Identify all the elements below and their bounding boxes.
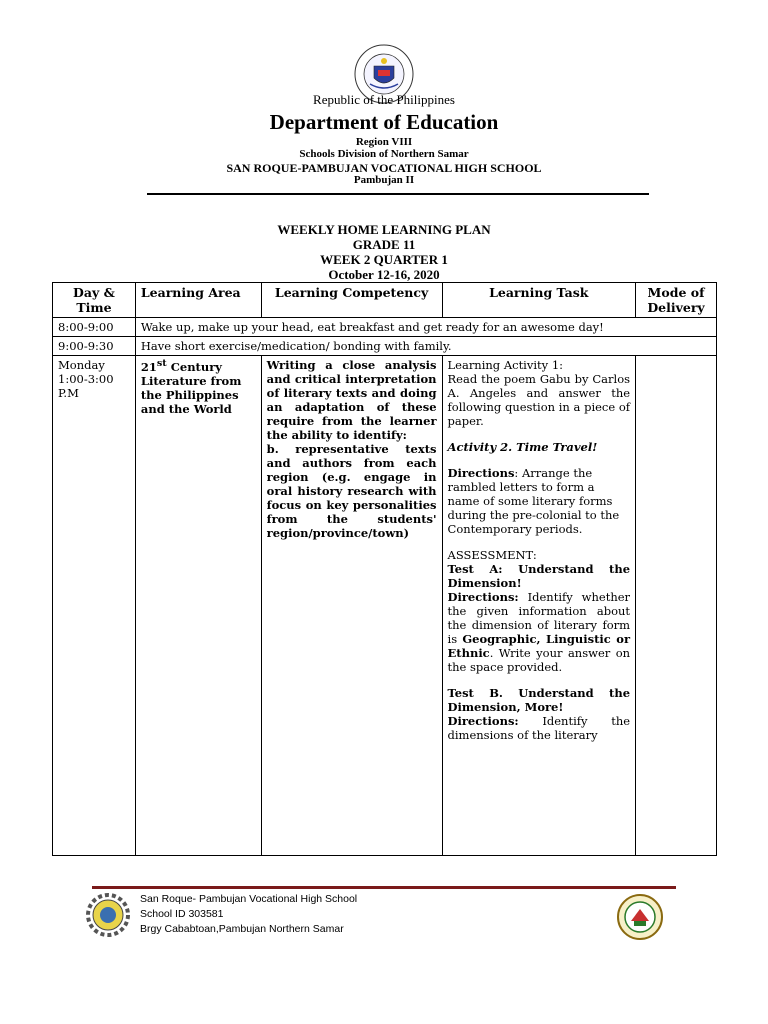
competency-text: Writing a close analysis and critical interpretation of literary texts and doing an adaptation of these require from the learner the ability to identify: xyxy=(266,358,437,442)
learning-plan-table xyxy=(52,282,717,856)
testA-bold-options: Geographic, Linguistic or Ethnic xyxy=(447,632,631,660)
table-row-monday xyxy=(53,356,717,856)
division-text: Schools Division of Northern Samar xyxy=(299,148,469,160)
municipal-seal-logo xyxy=(616,893,664,941)
assessment-label: ASSESSMENT: xyxy=(447,548,537,562)
directions-label: Directions xyxy=(447,466,515,480)
activity1-text: Read the poem Gabu by Carlos A. Angeles and answer the following question in a piece of paper. xyxy=(447,372,631,428)
plan-grade: GRADE 11 xyxy=(352,237,416,252)
table-header-row xyxy=(53,283,717,318)
competency-cell xyxy=(261,356,442,856)
table-row xyxy=(53,337,717,356)
mode-of-delivery-cell xyxy=(636,356,717,856)
plan-dates: October 12-16, 2020 xyxy=(328,267,440,282)
area-superscript: st xyxy=(156,358,167,369)
learning-task-cell xyxy=(442,356,636,856)
republic-text: Republic of the Philippines xyxy=(313,92,455,107)
testB-directions-label: Directions: xyxy=(447,714,519,728)
row-time: 8:00-9:00 xyxy=(53,318,136,337)
footer-school-name: San Roque- Pambujan Vocational High School xyxy=(140,893,358,905)
table-row xyxy=(53,318,717,337)
footer-address xyxy=(140,892,357,937)
header-mode-of-delivery: Mode of Delivery xyxy=(636,283,717,318)
testA-title: Test A: Understand the Dimension! xyxy=(447,562,631,590)
region-text: Region VIII xyxy=(355,136,413,148)
area-number: 21 xyxy=(140,359,157,374)
testA-end-text: . Write your answer on the space provided. xyxy=(447,646,631,674)
row-activity: Wake up, make up your head, eat breakfast and get ready for an awesome day! xyxy=(135,318,716,337)
school-gear-logo xyxy=(86,893,130,937)
department-title: Department of Education xyxy=(269,110,499,134)
learning-area-cell xyxy=(135,356,261,856)
header-divider xyxy=(147,193,649,195)
activity2-title: Activity 2. Time Travel! xyxy=(447,440,598,454)
footer-location: Brgy Cababtoan,Pambujan Northern Samar xyxy=(140,923,344,935)
plan-title: WEEKLY HOME LEARNING PLAN xyxy=(277,222,491,237)
school-name: SAN ROQUE-PAMBUJAN VOCATIONAL HIGH SCHOOL xyxy=(226,161,542,175)
competency-b-text: b. representative texts and authors from each region (e.g. engage in oral history research with focus on key personalities from the students' region/province/town) xyxy=(266,442,437,540)
directions-text: : Arrange the rambled letters to form a name of some literary forms during the pre-colonial to the Contemporary periods. xyxy=(447,466,620,536)
row-time: 9:00-9:30 xyxy=(53,337,136,356)
testB-directions-text: Identify the dimensions of the literary xyxy=(447,714,631,742)
area-name: Century Literature from the Philippines and the World xyxy=(140,359,242,416)
testA-directions-text: Identify whether the given information about the dimension of literary form is xyxy=(447,590,631,646)
header-learning-competency: Learning Competency xyxy=(261,283,442,318)
footer-school-id: School ID 303581 xyxy=(140,908,224,920)
header-learning-task: Learning Task xyxy=(442,283,636,318)
day-label: Monday xyxy=(58,358,105,372)
row-activity: Have short exercise/medication/ bonding with family. xyxy=(135,337,716,356)
testB-title: Test B. Understand the Dimension, More! xyxy=(447,686,631,714)
header-day-time: Day & Time xyxy=(53,283,136,318)
district-text: Pambujan II xyxy=(353,174,415,186)
header-learning-area: Learning Area xyxy=(135,283,261,318)
plan-week: WEEK 2 QUARTER 1 xyxy=(320,252,448,267)
footer-divider xyxy=(92,886,676,889)
time-label: 1:00-3:00 xyxy=(58,372,114,386)
monday-day-time xyxy=(53,356,136,856)
testA-directions-label: Directions: xyxy=(447,590,519,604)
pm-label: P.M xyxy=(58,386,79,400)
activity1-title: Learning Activity 1: xyxy=(447,358,564,372)
